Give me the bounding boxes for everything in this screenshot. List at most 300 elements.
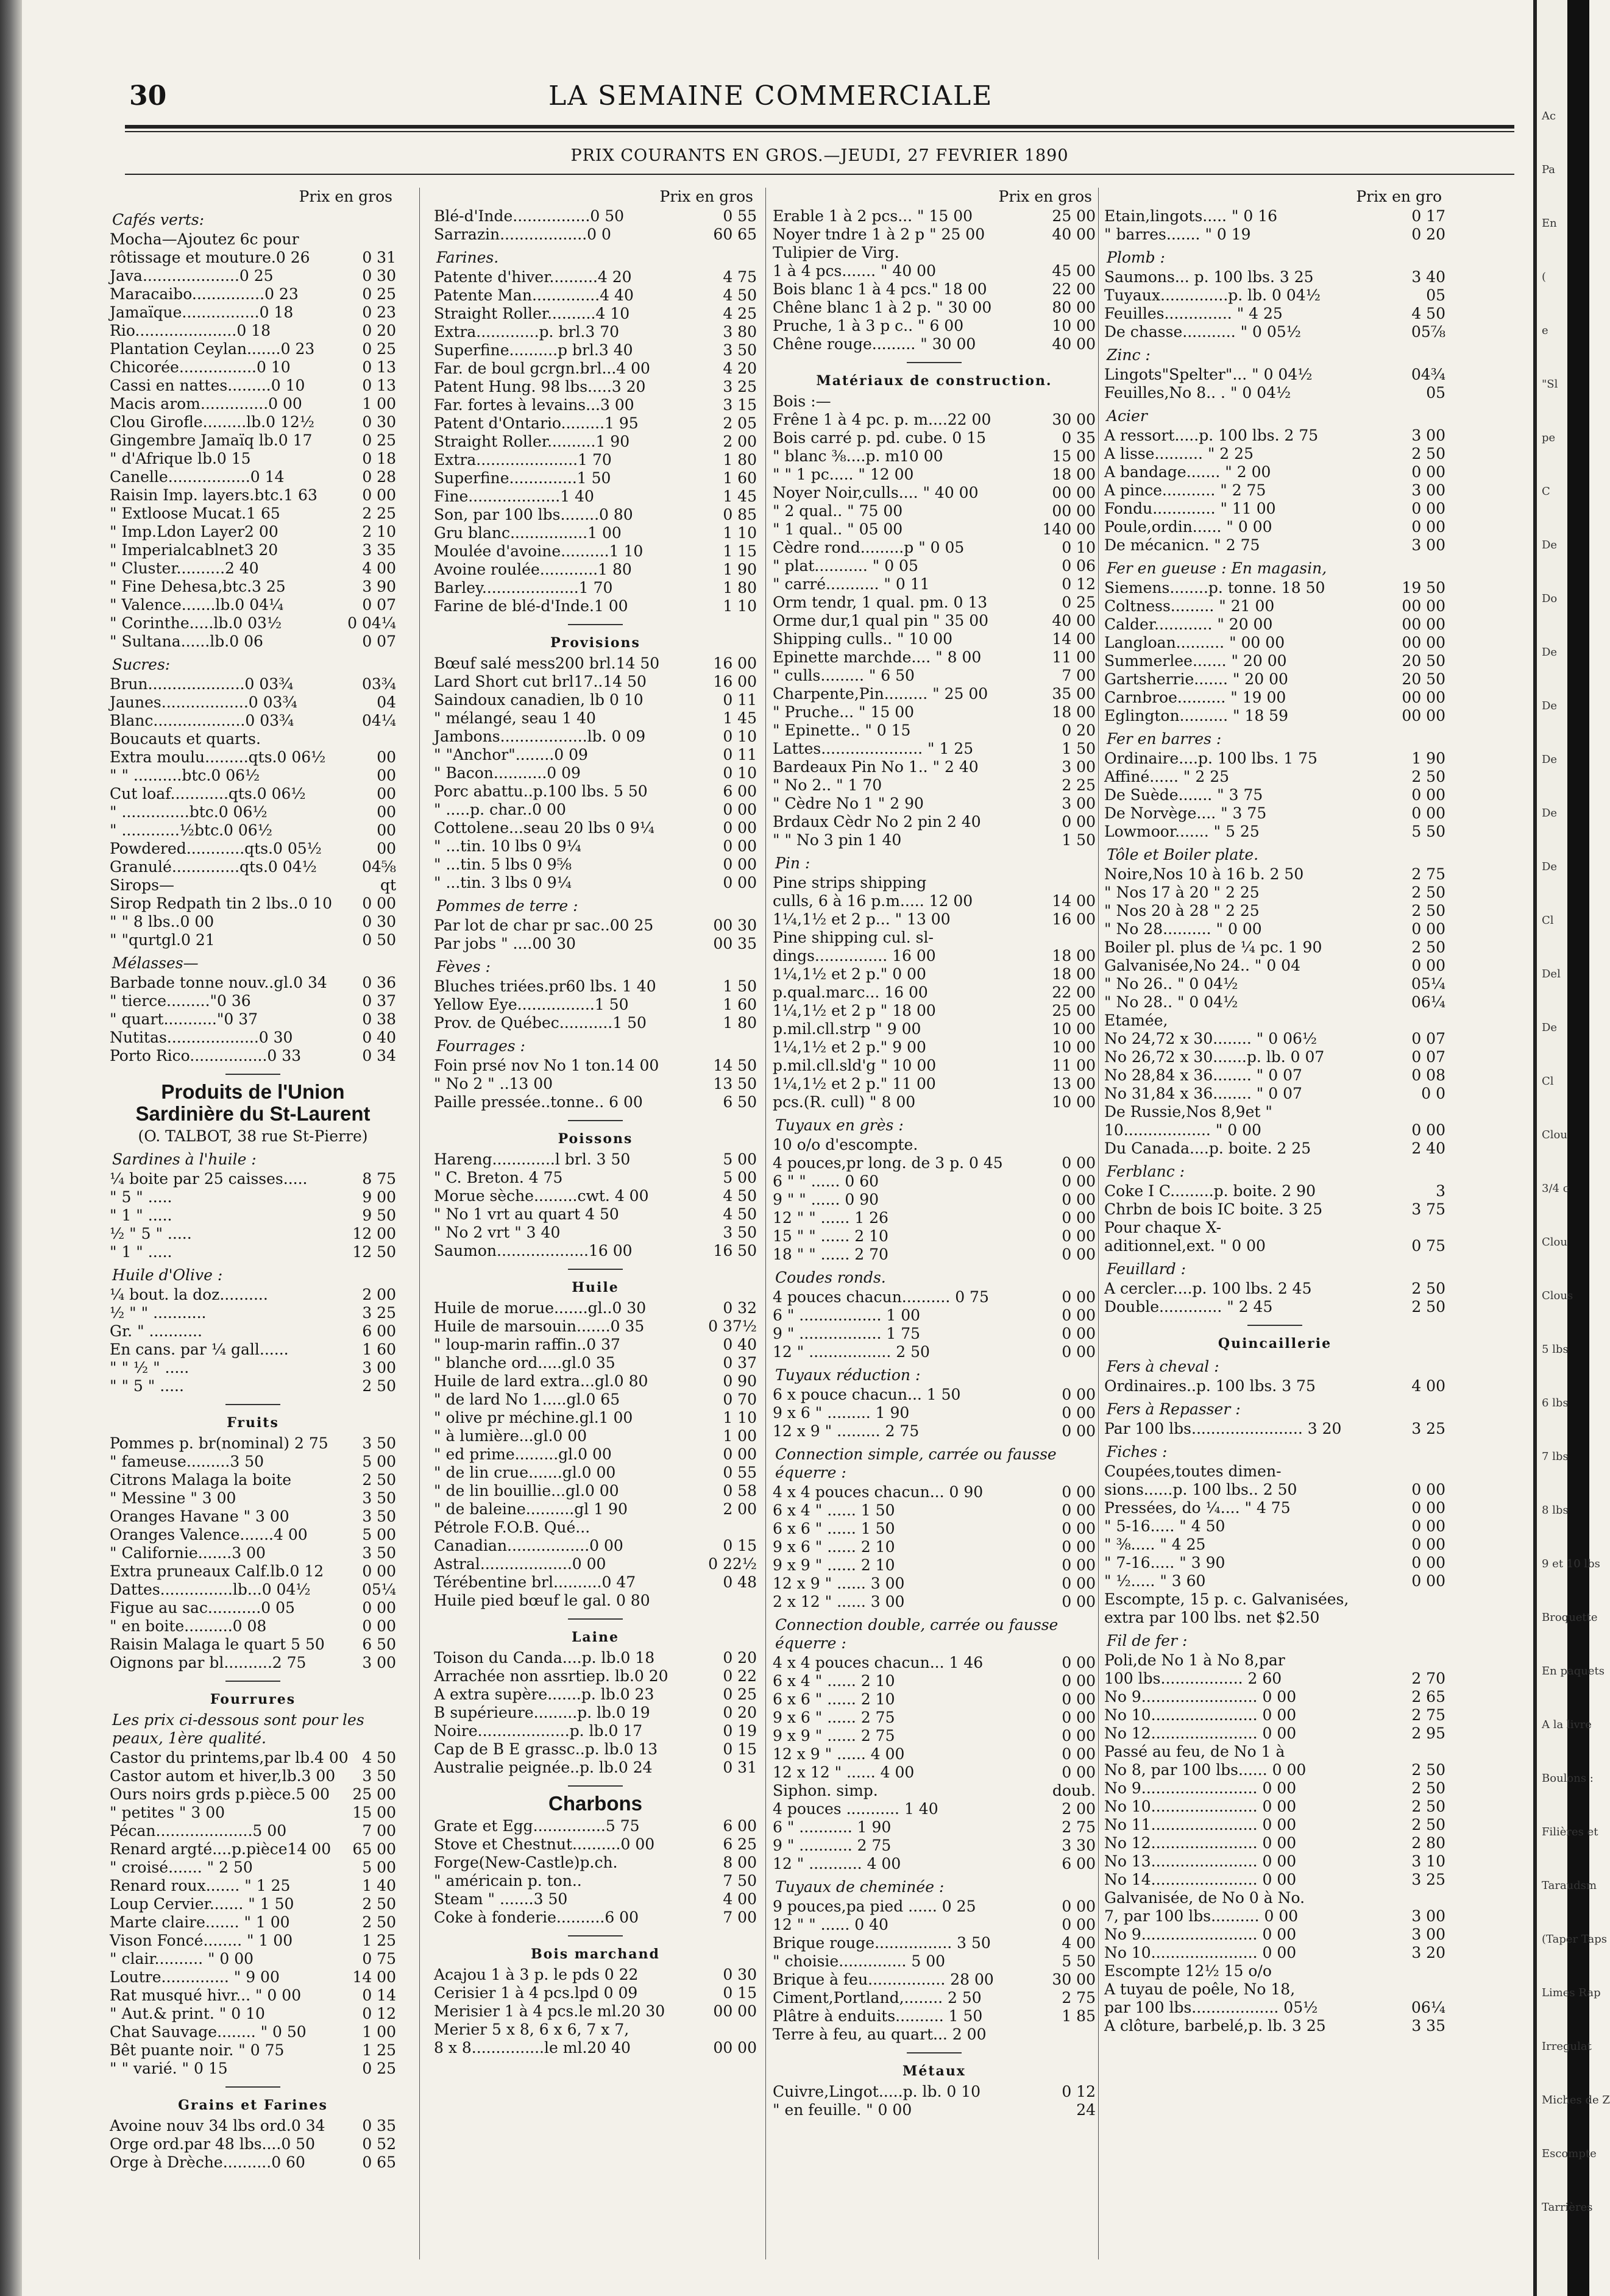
- item-price: 1 45: [723, 487, 757, 505]
- item-name: pcs.(R. cull) " 8 00: [773, 1093, 916, 1111]
- price-row: [434, 673, 757, 691]
- item-price: 2 50: [1411, 884, 1445, 901]
- price-row: [773, 1191, 1096, 1209]
- price-row: [110, 1188, 396, 1206]
- item-price: 18 00: [1052, 466, 1096, 483]
- item-price: 0 12: [1062, 575, 1096, 593]
- item-price: 0 00: [1062, 1593, 1096, 1610]
- section-title: Produits de l'Union Sardinière du St-Laurent: [135, 1080, 371, 1125]
- item-name: " en feuille. " 0 00: [773, 2101, 912, 2119]
- price-row: [1104, 1816, 1445, 1834]
- item-price: 0 30: [362, 913, 396, 930]
- item-name: " ............½btc.0 06½: [110, 821, 272, 839]
- item-price: 0 00: [362, 1599, 396, 1617]
- item-price: 5 00: [362, 1858, 396, 1876]
- subsection-heading: Pommes de terre :: [436, 897, 578, 915]
- item-name: 4 pouces chacun.......... 0 75: [773, 1288, 989, 1306]
- item-price: 0 31: [362, 249, 396, 266]
- item-name: " "qurtgl.0 21: [110, 931, 215, 949]
- item-price: 40 00: [1052, 335, 1096, 353]
- item-price: 6 50: [723, 1093, 757, 1111]
- price-row: [434, 1372, 757, 1391]
- item-price: 0 00: [1062, 1325, 1096, 1342]
- header-rule: [125, 125, 1514, 129]
- item-price: 1 50: [1062, 740, 1096, 757]
- item-name: Huile de lard extra...gl.0 80: [434, 1372, 648, 1390]
- item-price: 0 18: [362, 450, 396, 467]
- price-row: [773, 1745, 1096, 1763]
- item-price: 2 00: [723, 433, 757, 450]
- item-price: 0 20: [723, 1649, 757, 1667]
- price-row: [1104, 993, 1445, 1012]
- item-name: Pécan....................5 00: [110, 1822, 287, 1840]
- item-price: 4 75: [723, 268, 757, 286]
- item-name: No 11...................... 0 00: [1104, 1816, 1297, 1834]
- item-price: 3 00: [1411, 1907, 1445, 1925]
- price-row: [773, 947, 1096, 965]
- price-row: [434, 542, 757, 561]
- item-price: 3 15: [723, 396, 757, 414]
- item-name: Avoine roulée............1 80: [434, 561, 632, 578]
- item-price: [752, 1518, 757, 1537]
- price-row: [434, 305, 757, 323]
- price-row: [110, 1767, 396, 1785]
- item-name: " " varié. " 0 15: [110, 2060, 228, 2077]
- price-row: [110, 1986, 396, 2005]
- price-row: [110, 2135, 396, 2153]
- price-row: [1104, 1609, 1445, 1627]
- price-row: [434, 819, 757, 837]
- item-price: 0 35: [1062, 429, 1096, 447]
- item-name: Poli,de No 1 à No 8,par: [1104, 1651, 1285, 1669]
- item-price: [1091, 2025, 1096, 2044]
- price-row: [434, 1500, 757, 1518]
- price-row: [773, 630, 1096, 648]
- item-name: Patent Hung. 98 lbs.....3 20: [434, 378, 646, 395]
- subsection-heading: Fers à cheval :: [1107, 1358, 1219, 1375]
- item-name: Feuilles,No 8.. . " 0 04½: [1104, 384, 1291, 402]
- price-row: [773, 1038, 1096, 1057]
- price-row: [773, 1154, 1096, 1172]
- price-row: [434, 323, 757, 341]
- item-price: 04: [377, 693, 396, 711]
- item-name: Renard roux....... " 1 25: [110, 1877, 291, 1894]
- item-name: Blé-d'Inde................0 50: [434, 207, 625, 225]
- item-price: [391, 730, 396, 748]
- price-row: [773, 1288, 1096, 1306]
- item-price: 0 00: [1062, 1343, 1096, 1361]
- price-row: [1104, 786, 1445, 804]
- item-name: 12 x 9 " ...... 3 00: [773, 1575, 905, 1592]
- item-price: 0 32: [723, 1299, 757, 1317]
- subsection-heading: Sardines à l'huile :: [112, 1150, 257, 1168]
- item-price: 1 80: [723, 1014, 757, 1032]
- item-price: 1 15: [723, 542, 757, 560]
- price-row: [773, 874, 1096, 892]
- price-row: [773, 1763, 1096, 1782]
- adjacent-fragment: A la livre: [1542, 1718, 1592, 1731]
- price-row: [110, 1047, 396, 1065]
- price-row: [1104, 1012, 1445, 1030]
- item-price: 1 60: [723, 469, 757, 487]
- item-name: " Cluster..........2 40: [110, 559, 259, 577]
- item-price: 0 00: [1062, 1575, 1096, 1592]
- price-row: [773, 429, 1096, 447]
- price-row: [1104, 670, 1445, 689]
- subsection-heading: Tuyaux de cheminée :: [775, 1878, 945, 1896]
- item-name: Rio.....................0 18: [110, 322, 271, 339]
- item-name: " blanche ord.....gl.0 35: [434, 1354, 615, 1372]
- price-row: [110, 1526, 396, 1544]
- item-name: 10 o/o d'escompte.: [773, 1136, 918, 1153]
- item-name: " petites " 3 00: [110, 1804, 225, 1821]
- item-name: Siphon. simp.: [773, 1782, 878, 1799]
- item-name: Térébentine brl..........0 47: [434, 1573, 636, 1591]
- price-row: [110, 767, 396, 785]
- item-price: 0 30: [723, 1966, 757, 1983]
- item-price: 0 36: [362, 974, 396, 991]
- item-name: " No 2.. " 1 70: [773, 776, 882, 794]
- subsection-heading: Fer en gueuse : En magasin,: [1107, 559, 1327, 577]
- adjacent-fragment: Irregulat: [1542, 2040, 1592, 2053]
- item-name: A extra supère.......p. lb.0 23: [434, 1685, 654, 1703]
- price-row: [773, 1520, 1096, 1538]
- item-name: " No 28.. " 0 04½: [1104, 993, 1238, 1011]
- price-row: [773, 1690, 1096, 1709]
- subsection-heading: Huile d'Olive :: [112, 1266, 223, 1284]
- price-column-2: [434, 188, 757, 2272]
- item-price: 2 50: [362, 1377, 396, 1395]
- item-name: 1¼,1½ et 2 p." 9 00: [773, 1038, 926, 1056]
- item-price: 6 00: [1062, 1855, 1096, 1873]
- price-row: [434, 1740, 757, 1759]
- item-price: 18 00: [1052, 947, 1096, 965]
- price-row: [110, 1359, 396, 1377]
- item-name: " Extloose Mucat.1 65: [110, 505, 280, 522]
- item-price: 0 13: [362, 358, 396, 376]
- item-price: 4 00: [362, 559, 396, 577]
- price-row: [434, 1409, 757, 1427]
- item-price: 13 00: [1052, 1075, 1096, 1093]
- item-price: 0 25: [362, 431, 396, 449]
- item-name: A lisse.......... " 2 25: [1104, 445, 1254, 462]
- item-name: No 10...................... 0 00: [1104, 1944, 1297, 1961]
- price-row: [1104, 536, 1445, 555]
- price-row: [1104, 1298, 1445, 1316]
- item-name: Son, par 100 lbs........0 80: [434, 506, 633, 523]
- item-name: Escompte, 15 p. c. Galvanisées,: [1104, 1590, 1349, 1608]
- price-row: [1104, 268, 1445, 286]
- price-row: [434, 728, 757, 746]
- item-price: 0 00: [1062, 1709, 1096, 1726]
- price-row: [1104, 865, 1445, 884]
- item-price: 00: [377, 767, 396, 784]
- adjacent-fragment: Pa: [1542, 163, 1556, 176]
- price-row: [110, 1508, 396, 1526]
- price-row: [773, 1855, 1096, 1873]
- section-heading: Matériaux de construction.: [816, 373, 1052, 389]
- item-price: 0 28: [362, 468, 396, 486]
- item-price: [1441, 1609, 1445, 1627]
- item-price: 0 00: [1411, 500, 1445, 517]
- price-row: [110, 1654, 396, 1672]
- item-name: No 10...................... 0 00: [1104, 1706, 1297, 1724]
- item-name: No 9........................ 0 00: [1104, 1688, 1297, 1706]
- item-price: 2 50: [1411, 1298, 1445, 1316]
- item-price: 00 00: [1052, 484, 1096, 501]
- item-price: 03¾: [361, 675, 396, 693]
- price-row: [1104, 938, 1445, 957]
- item-price: 14 00: [1052, 892, 1096, 910]
- item-name: Tulipier de Virg.: [773, 244, 899, 261]
- item-name: " 5-16..... " 4 50: [1104, 1517, 1225, 1535]
- item-name: Astral...................0 00: [434, 1555, 606, 1573]
- item-price: 00 00: [1402, 597, 1445, 615]
- price-row: [434, 1537, 757, 1555]
- price-row: [434, 782, 757, 801]
- price-row: [773, 411, 1096, 429]
- item-price: 0 34: [362, 1047, 396, 1065]
- price-row: [434, 268, 757, 286]
- price-row: [110, 2005, 396, 2023]
- item-price: 35 00: [1052, 685, 1096, 703]
- item-price: 3 25: [723, 378, 757, 395]
- item-name: Merier 5 x 8, 6 x 6, 7 x 7,: [434, 2021, 629, 2038]
- item-name: Oranges Valence.......4 00: [110, 1526, 308, 1543]
- item-name: Coupées,toutes dimen-: [1104, 1462, 1282, 1480]
- item-name: Terre à feu, au quart... 2 00: [773, 2025, 987, 2043]
- price-row: [434, 837, 757, 856]
- item-name: Clou Girofle.........lb.0 12½: [110, 413, 315, 431]
- price-row: [1104, 1536, 1445, 1554]
- item-price: 1 90: [1411, 749, 1445, 767]
- price-row: [1104, 902, 1445, 920]
- price-row: [110, 431, 396, 450]
- adjacent-fragment: 7 lbs: [1542, 1450, 1569, 1463]
- item-price: 3 80: [723, 323, 757, 341]
- item-name: Maracaibo...............0 23: [110, 285, 299, 303]
- price-row: [434, 469, 757, 487]
- section-heading: Quincaillerie: [1218, 1336, 1332, 1352]
- column-divider: [419, 188, 420, 2259]
- item-name: No 9........................ 0 00: [1104, 1779, 1297, 1797]
- price-row: [434, 709, 757, 728]
- item-name: ¼ boite par 25 caisses.....: [110, 1170, 308, 1188]
- item-name: 6 " ................. 1 00: [773, 1306, 921, 1324]
- price-row: [773, 502, 1096, 520]
- item-price: 3 50: [723, 341, 757, 359]
- item-price: 0 00: [723, 837, 757, 855]
- item-name: Powdered............qts.0 05½: [110, 840, 322, 857]
- item-price: 0 37: [723, 1354, 757, 1372]
- page-title: LA SEMAINE COMMERCIALE: [548, 80, 993, 112]
- item-name: " ...tin. 3 lbs 0 9¼: [434, 874, 572, 891]
- price-row: [1104, 1779, 1445, 1798]
- item-name: " Nos 17 à 20 " 2 25: [1104, 884, 1260, 901]
- price-row: [434, 1354, 757, 1372]
- item-price: 0 00: [1062, 1245, 1096, 1263]
- item-name: 7, par 100 lbs.......... 0 00: [1104, 1907, 1299, 1925]
- price-row: [773, 1343, 1096, 1361]
- item-name: No 28,84 x 36........ " 0 07: [1104, 1066, 1302, 1084]
- price-row: [773, 910, 1096, 929]
- item-name: Extra.............p. brl.3 70: [434, 323, 620, 341]
- item-name: Par jobs " ....00 30: [434, 935, 576, 952]
- section-heading: Poissons: [558, 1131, 633, 1147]
- price-row: [1104, 1761, 1445, 1779]
- item-price: 0 00: [1062, 1154, 1096, 1172]
- item-name: Ordinaires..p. 100 lbs. 3 75: [1104, 1377, 1316, 1395]
- price-row: [1104, 1554, 1445, 1572]
- item-name: Gingembre Jamaïq lb.0 17: [110, 431, 313, 449]
- price-row: [773, 1325, 1096, 1343]
- section-divider: [568, 1935, 623, 1936]
- adjacent-fragment: Tarrières: [1542, 2201, 1593, 2214]
- price-row: [110, 1804, 396, 1822]
- price-row: [434, 487, 757, 506]
- item-price: 05⅞: [1411, 323, 1445, 341]
- item-name: Arrachée non assrtiep. lb.0 20: [434, 1667, 668, 1685]
- item-price: 2 50: [1411, 938, 1445, 956]
- price-row: [110, 913, 396, 931]
- item-price: 1 25: [362, 1932, 396, 1949]
- item-price: 2 50: [1411, 1280, 1445, 1297]
- price-row: [773, 2083, 1096, 2101]
- price-row: [110, 1581, 396, 1599]
- price-row: [1104, 1066, 1445, 1085]
- adjacent-fragment: De: [1542, 1021, 1558, 1034]
- item-name: Eglington.......... " 18 59: [1104, 707, 1288, 725]
- subsection-heading: Tôle et Boiler plate.: [1107, 846, 1259, 863]
- item-price: 0 06: [1062, 557, 1096, 575]
- price-row: [110, 2023, 396, 2041]
- item-name: Bœuf salé mess200 brl.14 50: [434, 654, 660, 672]
- item-price: 0 00: [1062, 1745, 1096, 1763]
- section-divider: [568, 1120, 623, 1121]
- price-row: [773, 2007, 1096, 2025]
- item-price: [1441, 1962, 1445, 1980]
- item-name: Noyer Noir,culls.... " 40 00: [773, 484, 979, 501]
- item-name: 6 " ........... 1 90: [773, 1818, 892, 1836]
- item-name: Paille pressée..tonne.. 6 00: [434, 1093, 643, 1111]
- item-name: En cans. par ¼ gall......: [110, 1341, 289, 1358]
- item-price: [1441, 1743, 1445, 1761]
- price-row: [110, 1434, 396, 1453]
- item-price: 3 00: [1411, 536, 1445, 554]
- section-heading: Provisions: [550, 635, 640, 651]
- item-price: 140 00: [1042, 520, 1096, 538]
- price-row: [1104, 1481, 1445, 1499]
- item-price: 6 00: [723, 782, 757, 800]
- price-row: [773, 1916, 1096, 1934]
- item-price: 12 00: [352, 1225, 396, 1242]
- item-price: 0 14: [362, 1986, 396, 2004]
- item-name: Extra.....................1 70: [434, 451, 612, 469]
- adjacent-fragment: Broquette: [1542, 1611, 1598, 1624]
- price-row: [1104, 225, 1445, 244]
- item-name: 9 x 9 " ...... 2 75: [773, 1727, 895, 1745]
- item-name: Ciment,Portland,........ 2 50: [773, 1989, 982, 2007]
- item-name: p.mil.cll.strp " 9 00: [773, 1020, 921, 1038]
- price-row: [434, 524, 757, 542]
- item-name: Pruche, 1 à 3 p c.. " 6 00: [773, 317, 964, 335]
- price-row: [110, 505, 396, 523]
- adjacent-fragment: En paquets: [1542, 1665, 1605, 1678]
- item-name: Pressées, do ¼.... " 4 75: [1104, 1499, 1291, 1517]
- price-row: [1104, 305, 1445, 323]
- adjacent-fragment: 8 lbs: [1542, 1504, 1569, 1517]
- price-row: [110, 931, 396, 949]
- price-row: [773, 280, 1096, 299]
- item-price: 00: [377, 821, 396, 839]
- item-name: " 1 " .....: [110, 1206, 172, 1224]
- price-row: [110, 1010, 396, 1029]
- item-name: 6 x 4 " ...... 1 50: [773, 1501, 895, 1519]
- item-price: 1 80: [723, 579, 757, 597]
- item-name: ½ " 5 " .....: [110, 1225, 192, 1242]
- item-name: 12 " " ...... 1 26: [773, 1209, 888, 1227]
- price-row: [773, 1575, 1096, 1593]
- section-heading: Fourrures: [210, 1692, 296, 1707]
- price-row: [110, 1304, 396, 1322]
- item-price: 0 00: [1062, 1288, 1096, 1306]
- price-row: [434, 433, 757, 451]
- item-name: " Messine " 3 00: [110, 1489, 236, 1507]
- price-row: [110, 693, 396, 712]
- column-header: Prix en gros: [299, 188, 392, 205]
- price-row: [773, 1306, 1096, 1325]
- price-row: [773, 392, 1096, 411]
- item-name: " ...tin. 10 lbs 0 9¼: [434, 837, 581, 855]
- item-name: Lard Short cut brl17..14 50: [434, 673, 647, 690]
- item-price: 0 00: [1411, 1481, 1445, 1498]
- item-price: 4 50: [723, 286, 757, 304]
- price-row: [773, 685, 1096, 703]
- item-price: 0 00: [723, 801, 757, 818]
- item-name: Galvanisée, de No 0 à No.: [1104, 1889, 1305, 1907]
- subsection-heading: Tuyaux réduction :: [775, 1366, 921, 1384]
- adjacent-fragment: Filières et: [1542, 1826, 1598, 1838]
- item-name: Hareng.............l brl. 3 50: [434, 1150, 631, 1168]
- price-row: [110, 1544, 396, 1562]
- item-price: 5 50: [1062, 1952, 1096, 1970]
- item-name: 1¼,1½ et 2 p." 11 00: [773, 1075, 936, 1093]
- item-price: 5 00: [362, 1453, 396, 1470]
- item-price: 3 75: [1411, 1200, 1445, 1218]
- item-price: 0 00: [1411, 463, 1445, 481]
- price-row: [1104, 1048, 1445, 1066]
- price-row: [434, 225, 757, 244]
- item-price: 9 50: [362, 1206, 396, 1224]
- price-row: [773, 795, 1096, 813]
- price-row: [434, 360, 757, 378]
- item-price: 0 00: [1062, 1763, 1096, 1781]
- item-name: 4 x 4 pouces chacun... 1 46: [773, 1654, 984, 1671]
- item-price: 0 00: [1062, 1556, 1096, 1574]
- price-row: [110, 450, 396, 468]
- price-row: [1104, 1590, 1445, 1609]
- item-price: 3 50: [362, 1544, 396, 1562]
- item-name: Fondu............. " 11 00: [1104, 500, 1276, 517]
- price-row: [773, 1227, 1096, 1245]
- item-price: 0 00: [1062, 1227, 1096, 1245]
- price-row: [110, 1840, 396, 1858]
- item-name: 4 pouces ........... 1 40: [773, 1800, 938, 1818]
- item-price: 7 00: [723, 1908, 757, 1926]
- price-row: [1104, 1420, 1445, 1438]
- price-row: [1104, 823, 1445, 841]
- item-name: Gr. " ...........: [110, 1322, 202, 1340]
